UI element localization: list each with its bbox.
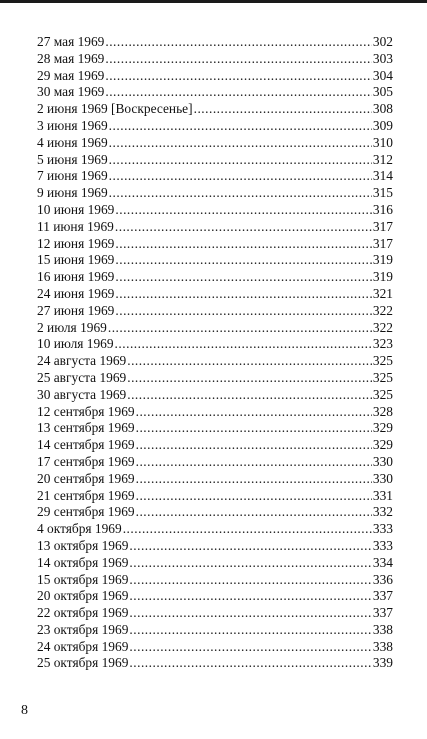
toc-entry-page: 329 — [372, 420, 393, 436]
toc-entry-label: 28 мая 1969 — [37, 50, 105, 66]
toc-dot-leader — [136, 454, 372, 471]
toc-entry-label: 13 сентября 1969 — [37, 420, 135, 436]
toc-entry-label: 27 июня 1969 — [37, 302, 115, 318]
toc-entry-page: 319 — [372, 252, 393, 268]
table-of-contents — [37, 34, 393, 672]
toc-entry — [37, 168, 393, 185]
toc-entry-label: 30 августа 1969 — [37, 386, 127, 402]
toc-entry-page: 321 — [372, 285, 393, 301]
toc-entry-page: 337 — [372, 588, 393, 604]
toc-entry-page: 333 — [372, 521, 393, 537]
toc-entry — [37, 404, 393, 421]
toc-entry — [37, 303, 393, 320]
toc-entry-page: 317 — [372, 235, 393, 251]
toc-entry-page: 322 — [372, 319, 393, 335]
toc-entry-label: 25 августа 1969 — [37, 369, 127, 385]
toc-dot-leader — [136, 420, 372, 437]
toc-entry-label: 24 августа 1969 — [37, 353, 127, 369]
toc-entry-page: 302 — [372, 34, 393, 49]
toc-dot-leader — [129, 655, 372, 672]
toc-entry — [37, 219, 393, 236]
toc-dot-leader — [129, 572, 372, 589]
toc-entry-label: 20 октября 1969 — [37, 588, 129, 604]
toc-entry-label: 9 июня 1969 — [37, 185, 108, 201]
toc-entry — [37, 252, 393, 269]
toc-entry-page: 325 — [372, 386, 393, 402]
toc-entry-page: 339 — [372, 655, 393, 671]
toc-entry — [37, 437, 393, 454]
toc-dot-leader — [105, 84, 372, 101]
toc-entry — [37, 555, 393, 572]
toc-dot-leader — [194, 101, 372, 118]
toc-entry-page: 322 — [372, 302, 393, 318]
toc-entry — [37, 286, 393, 303]
toc-entry-page: 337 — [372, 605, 393, 621]
toc-entry — [37, 68, 393, 85]
toc-entry-page: 334 — [372, 554, 393, 570]
toc-dot-leader — [129, 639, 372, 656]
toc-entry — [37, 387, 393, 404]
toc-dot-leader — [105, 68, 372, 85]
toc-entry-label: 12 июня 1969 — [37, 235, 115, 251]
toc-entry-label: 29 сентября 1969 — [37, 504, 135, 520]
toc-entry — [37, 504, 393, 521]
toc-entry-label: 17 сентября 1969 — [37, 453, 135, 469]
toc-entry-page: 305 — [372, 84, 393, 100]
toc-entry-page: 323 — [372, 336, 393, 352]
toc-entry-label: 13 октября 1969 — [37, 537, 129, 553]
toc-dot-leader — [115, 286, 372, 303]
toc-dot-leader — [129, 538, 372, 555]
toc-dot-leader — [129, 555, 372, 572]
toc-dot-leader — [108, 320, 372, 337]
toc-entry-page: 338 — [372, 621, 393, 637]
toc-entry-page: 304 — [372, 67, 393, 83]
toc-entry-label: 14 октября 1969 — [37, 554, 129, 570]
toc-entry-page: 303 — [372, 50, 393, 66]
toc-entry-page: 314 — [372, 168, 393, 184]
toc-entry-label: 22 октября 1969 — [37, 605, 129, 621]
toc-entry — [37, 454, 393, 471]
toc-entry-label: 30 мая 1969 — [37, 84, 105, 100]
toc-dot-leader — [115, 202, 372, 219]
toc-entry-page: 317 — [372, 218, 393, 234]
toc-dot-leader — [115, 252, 372, 269]
toc-entry — [37, 572, 393, 589]
toc-dot-leader — [136, 437, 372, 454]
toc-entry-label: 16 июня 1969 — [37, 269, 115, 285]
toc-entry-label: 2 июля 1969 — [37, 319, 107, 335]
toc-entry-label: 11 июня 1969 — [37, 218, 114, 234]
toc-entry-label: 10 июля 1969 — [37, 336, 114, 352]
toc-entry-label: 2 июня 1969 [Воскресенье] — [37, 101, 193, 117]
toc-entry-page: 338 — [372, 638, 393, 654]
toc-entry-label: 3 июня 1969 — [37, 117, 108, 133]
toc-dot-leader — [115, 219, 372, 236]
toc-entry — [37, 655, 393, 672]
toc-dot-leader — [109, 168, 372, 185]
toc-entry-label: 21 сентября 1969 — [37, 487, 135, 503]
toc-dot-leader — [105, 34, 372, 51]
toc-entry-page: 325 — [372, 369, 393, 385]
toc-dot-leader — [127, 353, 372, 370]
toc-entry — [37, 34, 393, 51]
toc-entry — [37, 605, 393, 622]
toc-entry-label: 14 сентября 1969 — [37, 437, 135, 453]
toc-entry-page: 333 — [372, 537, 393, 553]
toc-entry — [37, 420, 393, 437]
toc-entry-page: 315 — [372, 185, 393, 201]
toc-dot-leader — [109, 185, 372, 202]
toc-entry — [37, 118, 393, 135]
toc-dot-leader — [129, 588, 372, 605]
toc-dot-leader — [136, 404, 372, 421]
toc-entry-page: 328 — [372, 403, 393, 419]
toc-entry-label: 23 октября 1969 — [37, 621, 129, 637]
top-rule — [0, 0, 427, 3]
toc-dot-leader — [115, 303, 372, 320]
toc-entry-page: 330 — [372, 453, 393, 469]
toc-dot-leader — [127, 370, 372, 387]
toc-entry-page: 331 — [372, 487, 393, 503]
toc-dot-leader — [136, 488, 372, 505]
toc-entry — [37, 152, 393, 169]
toc-entry — [37, 521, 393, 538]
page-number: 8 — [21, 703, 28, 718]
toc-entry — [37, 135, 393, 152]
toc-dot-leader — [115, 336, 372, 353]
toc-entry-label: 12 сентября 1969 — [37, 403, 135, 419]
toc-dot-leader — [127, 387, 372, 404]
toc-entry-page: 330 — [372, 470, 393, 486]
toc-entry-page: 310 — [372, 134, 393, 150]
toc-entry-page: 319 — [372, 269, 393, 285]
toc-entry — [37, 320, 393, 337]
toc-entry — [37, 538, 393, 555]
toc-dot-leader — [115, 236, 372, 253]
toc-entry-label: 20 сентября 1969 — [37, 470, 135, 486]
toc-dot-leader — [109, 152, 372, 169]
toc-entry — [37, 639, 393, 656]
toc-entry-label: 7 июня 1969 — [37, 168, 108, 184]
toc-dot-leader — [115, 269, 372, 286]
toc-entry — [37, 471, 393, 488]
toc-dot-leader — [109, 118, 372, 135]
toc-entry — [37, 101, 393, 118]
toc-entry-label: 4 июня 1969 — [37, 134, 108, 150]
toc-dot-leader — [136, 504, 372, 521]
toc-dot-leader — [109, 135, 372, 152]
toc-entry — [37, 185, 393, 202]
toc-entry-page: 332 — [372, 504, 393, 520]
toc-entry — [37, 622, 393, 639]
toc-dot-leader — [129, 622, 372, 639]
toc-dot-leader — [123, 521, 372, 538]
toc-entry — [37, 353, 393, 370]
toc-entry-page: 325 — [372, 353, 393, 369]
toc-entry — [37, 370, 393, 387]
toc-entry-page: 309 — [372, 117, 393, 133]
toc-entry-label: 15 октября 1969 — [37, 571, 129, 587]
toc-entry — [37, 84, 393, 101]
toc-entry-label: 25 октября 1969 — [37, 655, 129, 671]
toc-entry — [37, 202, 393, 219]
toc-entry-page: 336 — [372, 571, 393, 587]
toc-dot-leader — [105, 51, 372, 68]
toc-entry-label: 4 октября 1969 — [37, 521, 122, 537]
toc-entry-label: 10 июня 1969 — [37, 201, 115, 217]
toc-entry-label: 27 мая 1969 — [37, 34, 105, 49]
toc-entry-page: 329 — [372, 437, 393, 453]
toc-entry — [37, 51, 393, 68]
toc-entry — [37, 336, 393, 353]
toc-entry — [37, 488, 393, 505]
toc-entry-label: 15 июня 1969 — [37, 252, 115, 268]
toc-entry-label: 5 июня 1969 — [37, 151, 108, 167]
toc-entry-label: 24 октября 1969 — [37, 638, 129, 654]
toc-entry-page: 316 — [372, 201, 393, 217]
toc-entry-page: 312 — [372, 151, 393, 167]
toc-entry-page: 308 — [372, 101, 393, 117]
toc-entry — [37, 269, 393, 286]
toc-dot-leader — [129, 605, 372, 622]
toc-entry-label: 24 июня 1969 — [37, 285, 115, 301]
toc-entry — [37, 236, 393, 253]
toc-entry — [37, 588, 393, 605]
toc-dot-leader — [136, 471, 372, 488]
toc-entry-label: 29 мая 1969 — [37, 67, 105, 83]
